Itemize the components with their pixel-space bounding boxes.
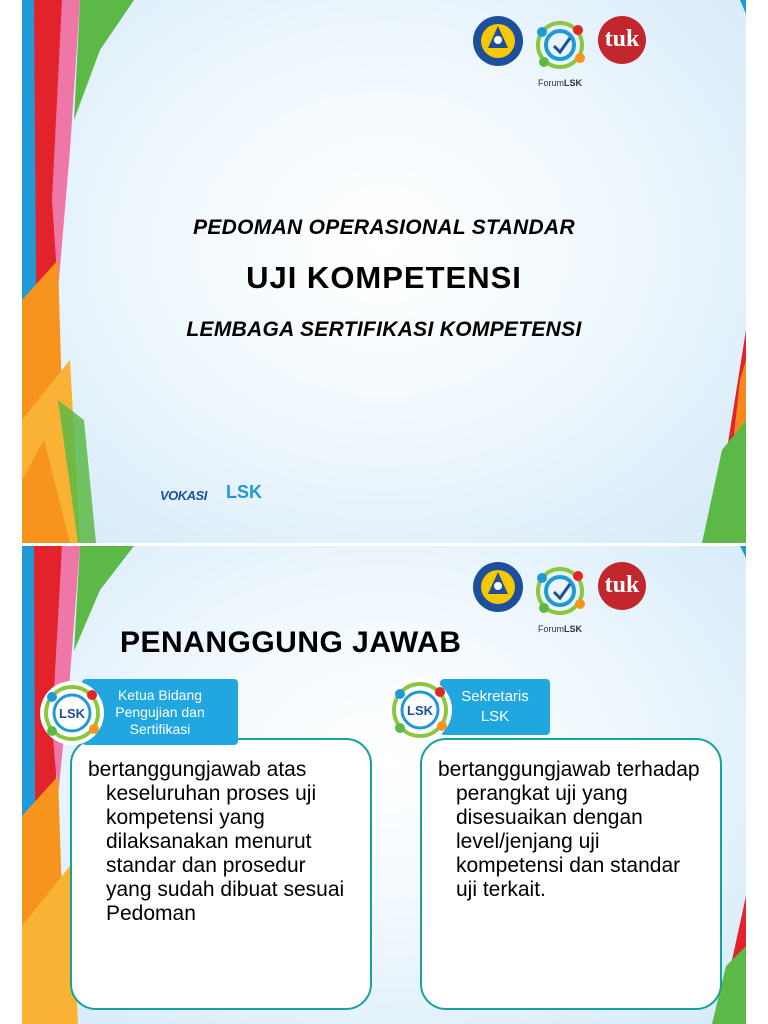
forum-lsk-caption: ForumLSK [538,78,583,88]
svg-text:LSK: LSK [407,703,433,718]
left-role-label-text: Ketua Bidang Pengujian dan Sertifikasi [115,686,205,737]
tuk-logo: tuk [598,16,646,64]
right-responsibility-box [420,738,722,1010]
page-title: PENANGGUNG JAWAB [120,626,462,659]
right-role-label-text: Sekretaris LSK [461,688,529,725]
svg-text:LSK: LSK [59,706,85,721]
forum-lsk-logo [534,564,586,618]
lsk-badge-icon [388,678,452,742]
lsk-badge-icon [40,681,104,745]
lsk-badge-right [388,678,452,742]
right-responsibility-text: bertanggungjawab terhadap perangkat uji yang disesuaikan dengan level/jenjang uji kompetensi dan standar uji terkait. [438,758,700,901]
lsk-logo-small: LSK [226,482,262,502]
left-responsibility-text: bertanggungjawab atas keseluruhan proses uji kompetensi yang dilaksanakan menurut standar dan prosedur yang sudah dibuat sesuai Pedoman [88,758,345,925]
left-responsibility-box [70,738,372,1010]
tut-wuri-handayani-logo [472,558,524,616]
title-uji-kompetensi: UJI KOMPETENSI [246,260,522,295]
subtitle-lembaga: LEMBAGA SERTIFIKASI KOMPETENSI [186,318,582,341]
lsk-badge-left [40,681,104,745]
vokasi-logo: VOKASI [160,488,207,503]
slide-1 [22,0,746,543]
right-role-label [440,679,550,735]
left-role-label [82,679,238,745]
forum-lsk-caption: ForumLSK [538,624,583,634]
slide-2 [22,546,746,1024]
tut-wuri-handayani-logo [472,12,524,70]
subtitle-pedoman: PEDOMAN OPERASIONAL STANDAR [193,216,575,239]
tuk-logo: tuk [598,562,646,610]
forum-lsk-logo [534,18,586,72]
